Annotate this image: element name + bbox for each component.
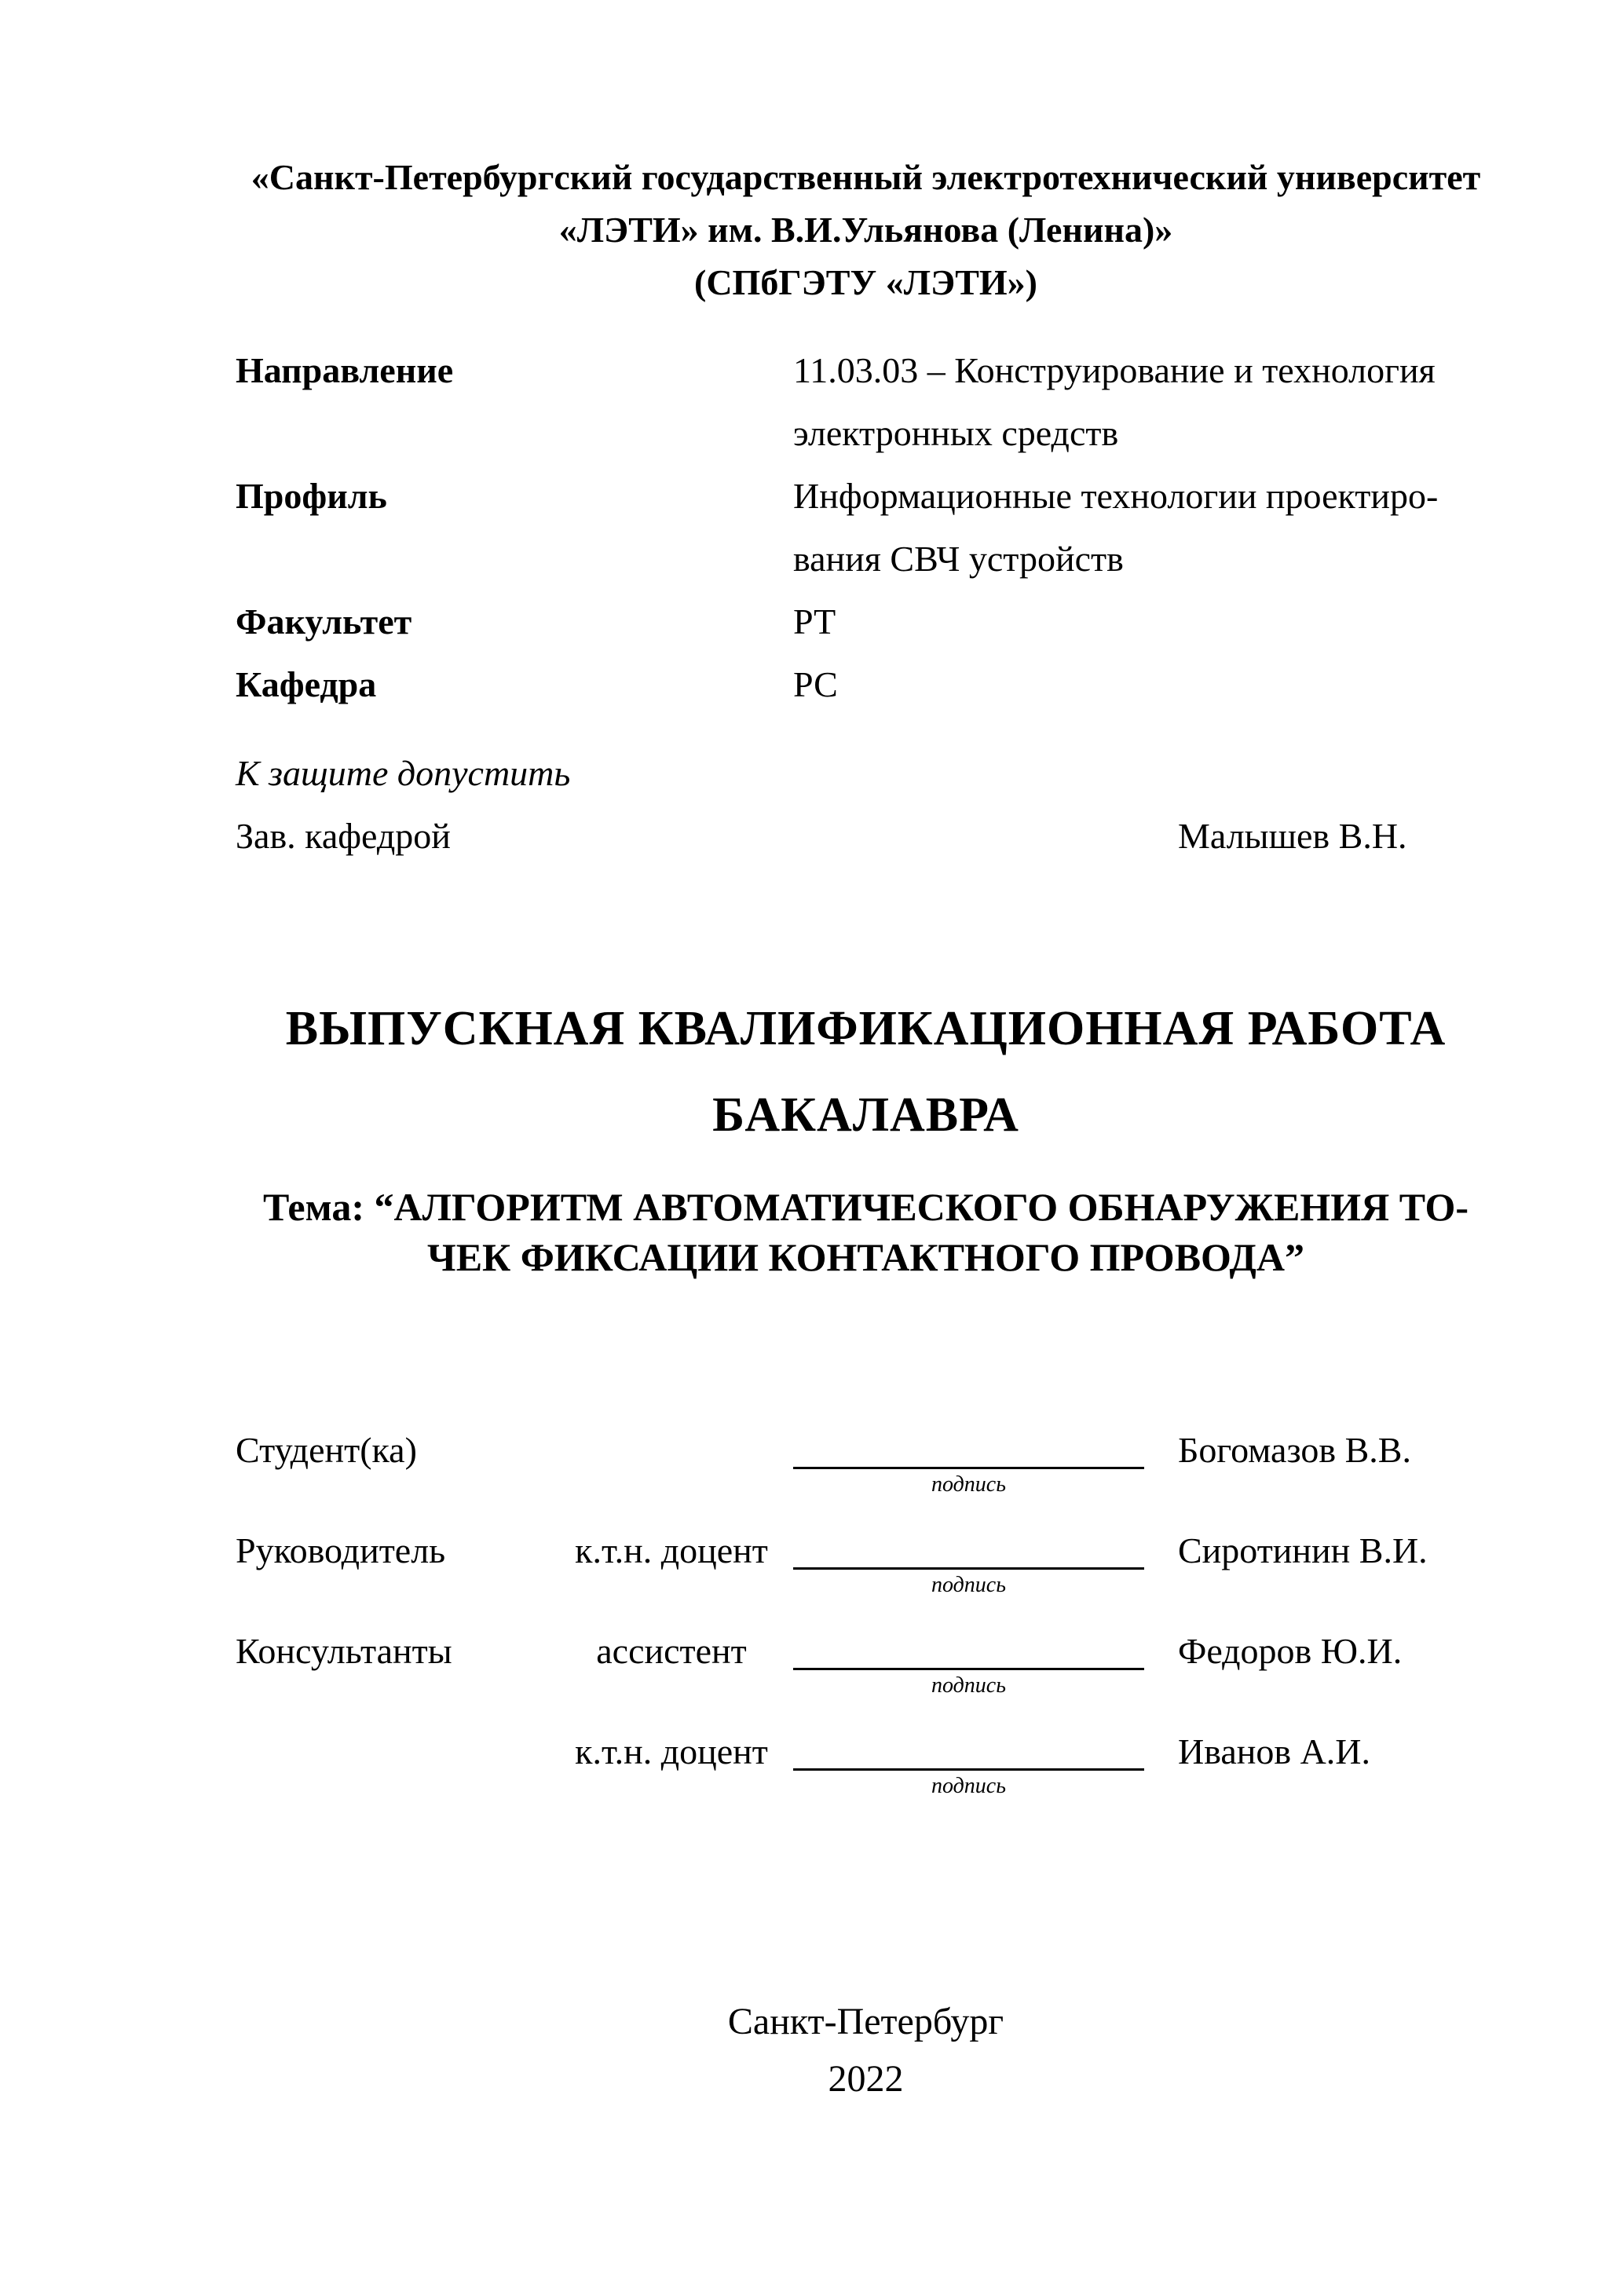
consultant-2-name: Иванов А.И. [1178,1731,1371,1771]
admission-section [236,752,1496,878]
footer-year: 2022 [828,2058,904,2100]
student-label: Студент(ка) [236,1430,417,1470]
document-title-line1: ВЫПУСКНАЯ КВАЛИФИКАЦИОННАЯ РАБОТА [285,1002,1447,1055]
thesis-theme-line1: Тема: “АЛГОРИТМ АВТОМАТИЧЕСКОГО ОБНАРУЖЕНИЯ ТО- [262,1185,1469,1229]
signature-line [793,1630,1144,1670]
thesis-theme-line2: ЧЕК ФИКСАЦИИ КОНТАКТНОГО ПРОВОДА” [427,1235,1304,1279]
signatures-section [236,1429,1496,1831]
signature-line [793,1429,1144,1469]
field-label-department: Кафедра [236,664,377,704]
field-value-department: РС [793,664,838,704]
university-header [236,151,1496,309]
head-of-department-label: Зав. кафедрой [236,816,451,856]
consultant-2-role: к.т.н. доцент [575,1731,768,1771]
signature-caption: подпись [931,1573,1006,1597]
supervisor-signature-cell [793,1530,1144,1601]
admission-note: К защите допустить [236,753,571,793]
supervisor-name: Сиротинин В.И. [1178,1530,1428,1570]
signature-caption: подпись [931,1472,1006,1497]
field-label-profile: Профиль [236,476,387,516]
student-signature-cell [793,1429,1144,1501]
field-row-faculty [236,601,1496,664]
signature-row-consultant-2 [236,1731,1496,1831]
thesis-theme [236,1182,1496,1282]
student-name: Богомазов В.В. [1178,1430,1411,1470]
supervisor-role: к.т.н. доцент [575,1530,768,1570]
signature-caption: подпись [931,1774,1006,1798]
field-row-direction-cont [236,412,1496,475]
consultant-2-signature-cell [793,1731,1144,1802]
footer-city: Санкт-Петербург [727,2001,1004,2042]
university-abbreviation: (СПбГЭТУ «ЛЭТИ») [694,262,1037,302]
signature-row-student [236,1429,1496,1530]
admission-row [236,815,1496,878]
consultant-1-name: Федоров Ю.И. [1178,1631,1403,1671]
field-value-direction-line1: 11.03.03 – Конструирование и технология [793,350,1436,390]
consultant-1-signature-cell [793,1630,1144,1702]
field-value-direction-line2: электронных средств [793,413,1119,453]
field-row-profile [236,475,1496,538]
university-name-line2: «ЛЭТИ» им. В.И.Ульянова (Ленина)» [558,210,1173,250]
signature-line [793,1530,1144,1570]
signature-line [793,1731,1144,1771]
field-value-faculty: РТ [793,601,836,642]
university-name-line1: «Санкт-Петербургский государственный электротехнический университет [251,157,1481,197]
signature-row-consultant-1 [236,1630,1496,1731]
field-label-faculty: Факультет [236,601,412,642]
field-label-direction: Направление [236,350,454,390]
field-row-direction [236,349,1496,412]
consultant-1-role: ассистент [596,1631,747,1671]
footer-section [236,1993,1496,2108]
head-of-department-name: Малышев В.Н. [1178,816,1407,856]
document-title [236,985,1496,1158]
field-row-profile-cont [236,538,1496,601]
document-title-line2: БАКАЛАВРА [712,1088,1019,1142]
field-row-department [236,664,1496,726]
consultants-label: Консультанты [236,1631,452,1671]
supervisor-label: Руководитель [236,1530,446,1570]
field-value-profile-line1: Информационные технологии проектиро- [793,476,1439,516]
program-fields-section [236,349,1496,726]
signature-row-supervisor [236,1530,1496,1630]
signature-caption: подпись [931,1673,1006,1698]
field-value-profile-line2: вания СВЧ устройств [793,539,1124,579]
